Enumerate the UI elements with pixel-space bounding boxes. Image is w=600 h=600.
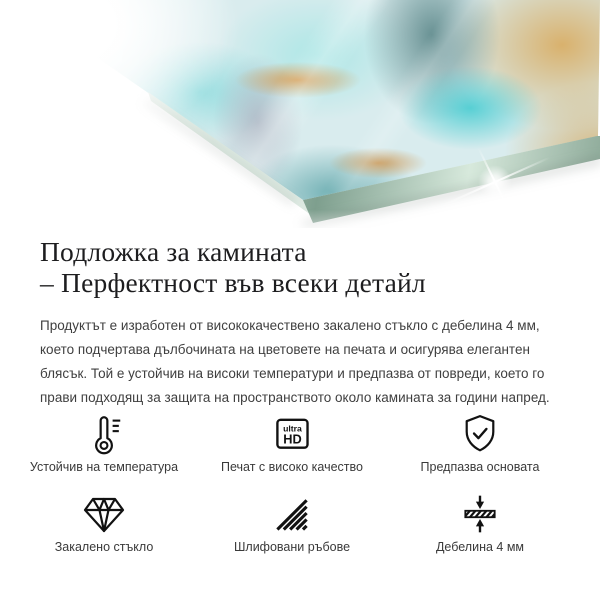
page-title-line1: Подложка за камината (40, 236, 307, 267)
diamond-icon (80, 492, 128, 536)
shield-check-icon (458, 412, 502, 456)
ultra-hd-icon-text-bottom: HD (283, 431, 302, 447)
thickness-icon (458, 492, 502, 536)
features-row-1 (10, 412, 574, 474)
feature-label: Дебелина 4 мм (435, 540, 525, 554)
feature-label: Закалено стъкло (54, 540, 154, 554)
page-title (40, 236, 560, 298)
feature-label: Печат с високо качество (221, 460, 363, 474)
feature-label: Предпазва основата (420, 460, 540, 474)
feature-tempered-glass (10, 492, 198, 554)
polished-edges-icon (270, 492, 314, 536)
product-photo (0, 0, 600, 228)
marble-glass-panel (0, 0, 600, 228)
feature-protects-base (386, 412, 574, 474)
feature-print-quality (198, 412, 386, 474)
feature-label: Устойчив на температура (29, 460, 179, 474)
thermometer-icon (81, 412, 127, 456)
features-grid (10, 412, 574, 554)
feature-thickness (386, 492, 574, 554)
ultra-hd-icon-text-top: ultra (283, 423, 302, 434)
ultra-hd-icon (270, 412, 314, 456)
features-row-2 (10, 492, 574, 554)
feature-polished-edges (198, 492, 386, 554)
page-title-line2: – Перфектност във всеки детайл (40, 267, 426, 298)
feature-temperature (10, 412, 198, 474)
product-description: Продуктът е изработен от висококачествено закалено стъкло с дебелина 4 мм, което подчертава дълбочината на цветовете на печата и осигурява елегантен блясък. Той е устойчив на високи температури и предпазва от повреди, което го прави подходящ за защита на пространството около камината за години напред. (40, 318, 550, 405)
feature-label: Шлифовани ръбове (233, 540, 351, 554)
